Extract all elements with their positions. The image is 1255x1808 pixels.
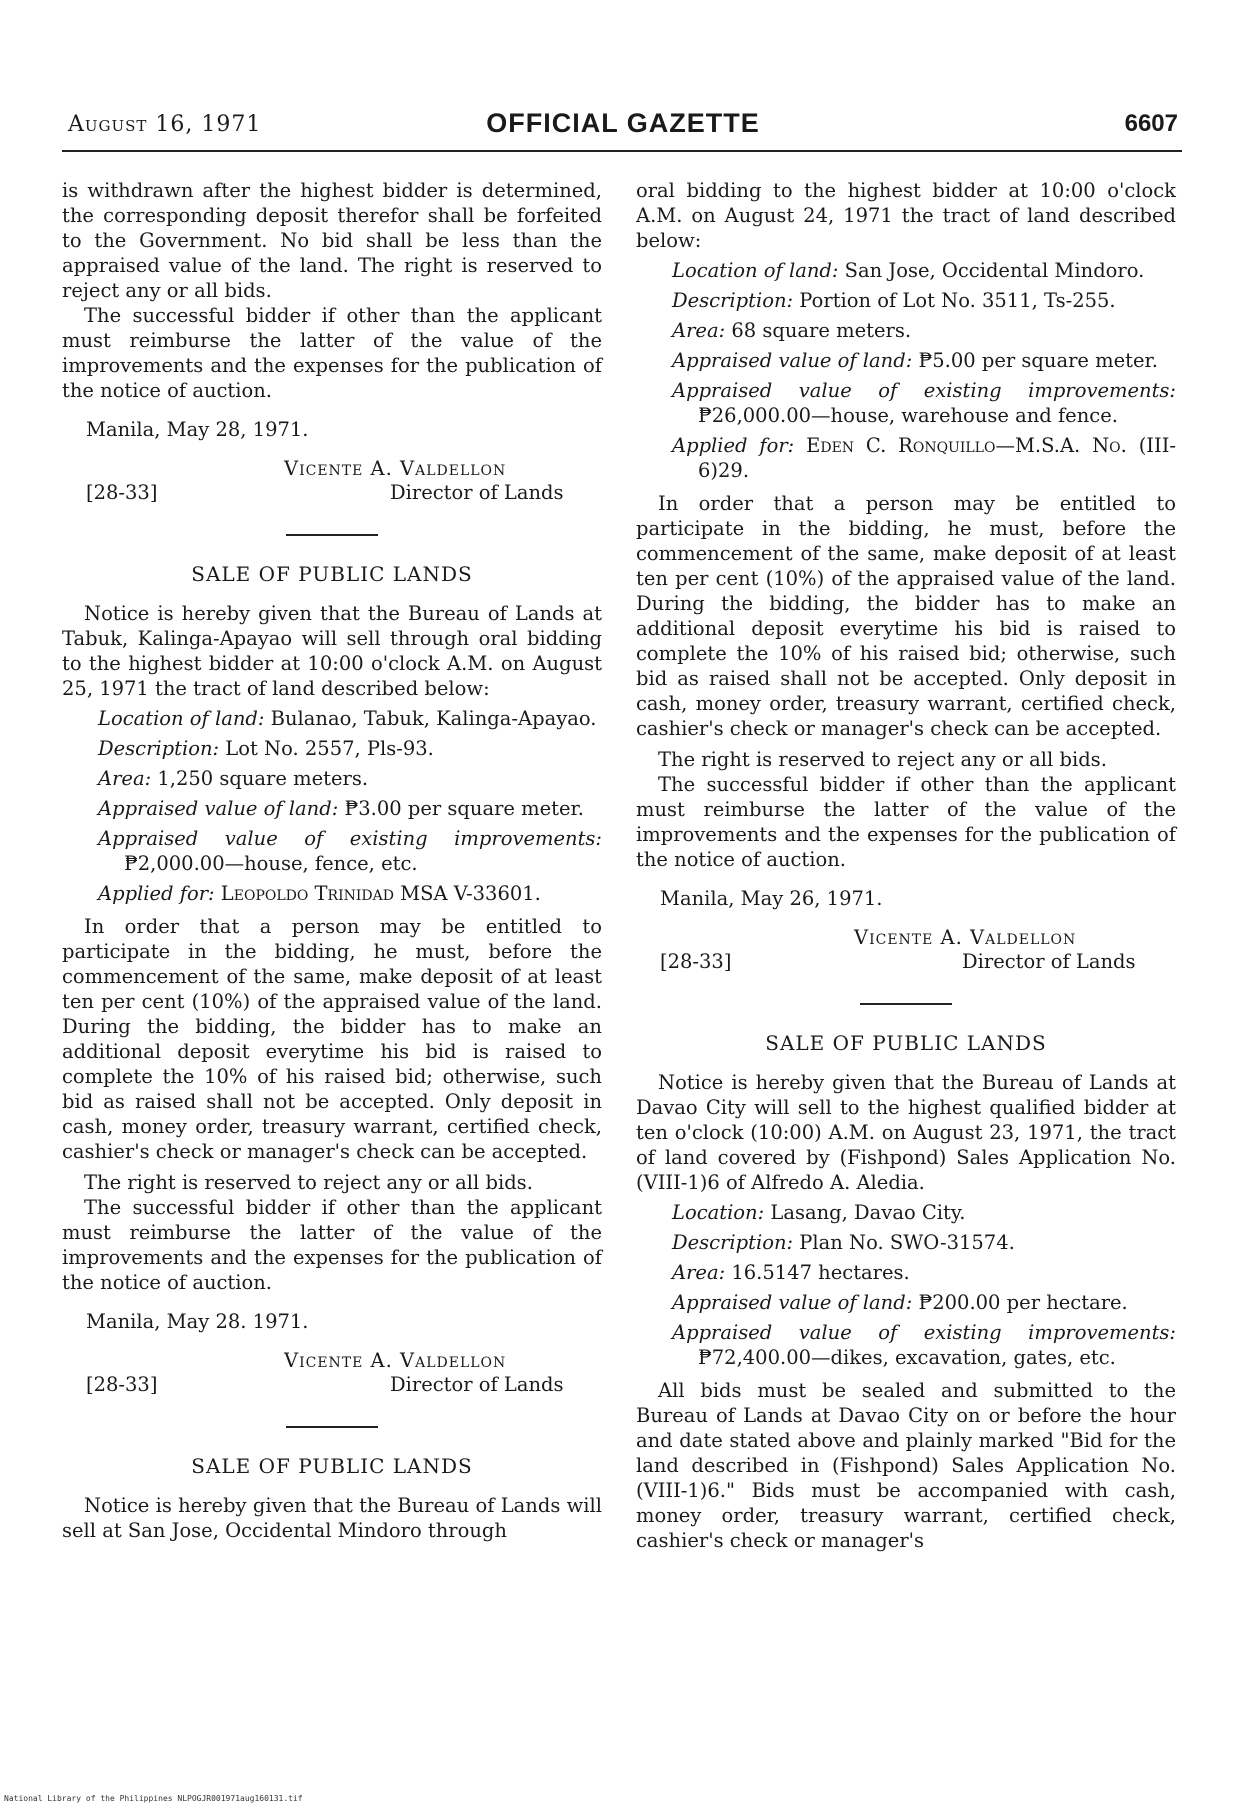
land-description: Description: Portion of Lot No. 3511, Ts-255. xyxy=(672,289,1116,312)
paragraph: The right is reserved to reject any or all bids. xyxy=(658,748,1107,771)
paragraph: The successful bidder if other than the applicant must reimburse the latter of the value of the improvements and the expenses for the publication of the notice of auction. xyxy=(62,304,602,402)
reference-number: [28-33] xyxy=(86,1373,158,1396)
page-header xyxy=(68,108,1178,148)
issue-date: August 16, 1971 xyxy=(68,112,262,137)
signatory-name: Vicente A. Valdellon xyxy=(284,457,507,480)
notice-intro: Notice is hereby given that the Bureau of Lands will sell at San Jose, Occidental Mindoro through xyxy=(62,1494,602,1542)
signatory-title: Director of Lands xyxy=(390,481,564,504)
land-area: Area: 68 square meters. xyxy=(672,319,912,342)
dateline: Manila, May 28, 1971. xyxy=(86,418,309,441)
signatory-title: Director of Lands xyxy=(390,1373,564,1396)
dateline: Manila, May 28. 1971. xyxy=(86,1310,309,1333)
applicant: Applied for: Leopoldo Trinidad MSA V-33601. xyxy=(98,882,541,905)
paragraph: The successful bidder if other than the applicant must reimburse the latter of the value of the improvements and the expenses for the publication of the notice of auction. xyxy=(636,773,1176,871)
land-location: Location: Lasang, Davao City. xyxy=(672,1201,966,1224)
appraised-value: Appraised value of land: ₱200.00 per hectare. xyxy=(672,1291,1128,1314)
signatory-title: Director of Lands xyxy=(962,950,1136,973)
section-divider xyxy=(286,1426,378,1428)
paragraph: All bids must be sealed and submitted to the Bureau of Lands at Davao City on or before the hour and date stated above and plainly marked "Bid for the land described in (Fishpond) Sales Application No. (VIII-1)6." Bids must be accompanied with cash, money order, treasury warrant, certified check, cashier's check or manager's xyxy=(636,1379,1176,1552)
scan-footer: National Library of the Philippines NLPOGJR001971aug160131.tif xyxy=(4,1794,303,1803)
notice-heading: SALE OF PUBLIC LANDS xyxy=(191,562,473,586)
section-divider xyxy=(286,534,378,536)
land-location: Location of land: San Jose, Occidental Mindoro. xyxy=(672,259,1145,282)
paragraph: In order that a person may be entitled to participate in the bidding, he must, before the commencement of the same, make deposit of at least ten per cent (10%) of the appraised value of the land. During the bidding, the bidder has to make an additional deposit everytime his bid is raised to complete the 10% of his raised bid; otherwise, such bid as raised shall not be accepted. Only deposit in cash, money order, treasury warrant, certified check, cashier's check or manager's check can be accepted. xyxy=(636,492,1176,740)
improvements-value: Appraised value of existing improvements: ₱2,000.00—house, fence, etc. xyxy=(98,827,602,875)
notice-intro: Notice is hereby given that the Bureau of Lands at Tabuk, Kalinga-Apayao will sell through oral bidding to the highest bidder at 10:00 o'clock A.M. on August 25, 1971 the tract of land described below: xyxy=(62,602,602,700)
notice-intro: Notice is hereby given that the Bureau of Lands at Davao City will sell to the highest qualified bidder at ten o'clock (10:00) A.M. on August 23, 1971, the tract of land covered by (Fishpond) Sales Application No. (VIII-1)6 of Alfredo A. Aledia. xyxy=(636,1071,1176,1194)
land-area: Area: 16.5147 hectares. xyxy=(672,1261,910,1284)
land-area: Area: 1,250 square meters. xyxy=(98,767,369,790)
land-description: Description: Lot No. 2557, Pls-93. xyxy=(98,737,434,760)
appraised-value: Appraised value of land: ₱5.00 per square meter. xyxy=(672,349,1158,372)
notice-heading: SALE OF PUBLIC LANDS xyxy=(765,1031,1047,1055)
reference-number: [28-33] xyxy=(86,481,158,504)
paragraph: oral bidding to the highest bidder at 10:00 o'clock A.M. on August 24, 1971 the tract of land described below: xyxy=(636,179,1176,252)
right-column xyxy=(636,178,1176,1553)
signature-block xyxy=(62,1348,602,1400)
publication-title: OFFICIAL GAZETTE xyxy=(486,108,760,138)
paragraph: is withdrawn after the highest bidder is determined, the corresponding deposit therefor shall be forfeited to the Government. No bid shall be less than the appraised value of the land. The right is reserved to reject any or all bids. xyxy=(62,179,602,302)
improvements-value: Appraised value of existing improvements: ₱72,400.00—dikes, excavation, gates, etc. xyxy=(672,1321,1176,1369)
paragraph: In order that a person may be entitled to participate in the bidding, he must, before the commencement of the same, make deposit of at least ten per cent (10%) of the appraised value of the land. During the bidding, the bidder has to make an additional deposit everytime his bid is raised to complete the 10% of his raised bid; otherwise, such bid as raised shall not be accepted. Only deposit in cash, money order, treasury warrant, certified check, cashier's check or manager's check can be accepted. xyxy=(62,915,602,1163)
land-location: Location of land: Bulanao, Tabuk, Kalinga-Apayao. xyxy=(98,707,597,730)
improvements-value: Appraised value of existing improvements: ₱26,000.00—house, warehouse and fence. xyxy=(672,379,1176,427)
reference-number: [28-33] xyxy=(660,950,732,973)
header-rule xyxy=(62,150,1182,152)
notice-heading: SALE OF PUBLIC LANDS xyxy=(191,1454,473,1478)
signatory-name: Vicente A. Valdellon xyxy=(854,926,1077,949)
signature-block xyxy=(636,925,1176,977)
left-column xyxy=(62,178,602,1543)
signature-block xyxy=(62,456,602,508)
applicant: Applied for: Eden C. Ronquillo—M.S.A. No. (III-6)29. xyxy=(672,434,1176,482)
land-description: Description: Plan No. SWO-31574. xyxy=(672,1231,1015,1254)
paragraph: The right is reserved to reject any or all bids. xyxy=(84,1171,533,1194)
signatory-name: Vicente A. Valdellon xyxy=(284,1349,507,1372)
section-divider xyxy=(860,1003,952,1005)
appraised-value: Appraised value of land: ₱3.00 per square meter. xyxy=(98,797,584,820)
page-number: 6607 xyxy=(1124,110,1178,137)
dateline: Manila, May 26, 1971. xyxy=(660,887,883,910)
paragraph: The successful bidder if other than the applicant must reimburse the latter of the value of the improvements and the expenses for the publication of the notice of auction. xyxy=(62,1196,602,1294)
